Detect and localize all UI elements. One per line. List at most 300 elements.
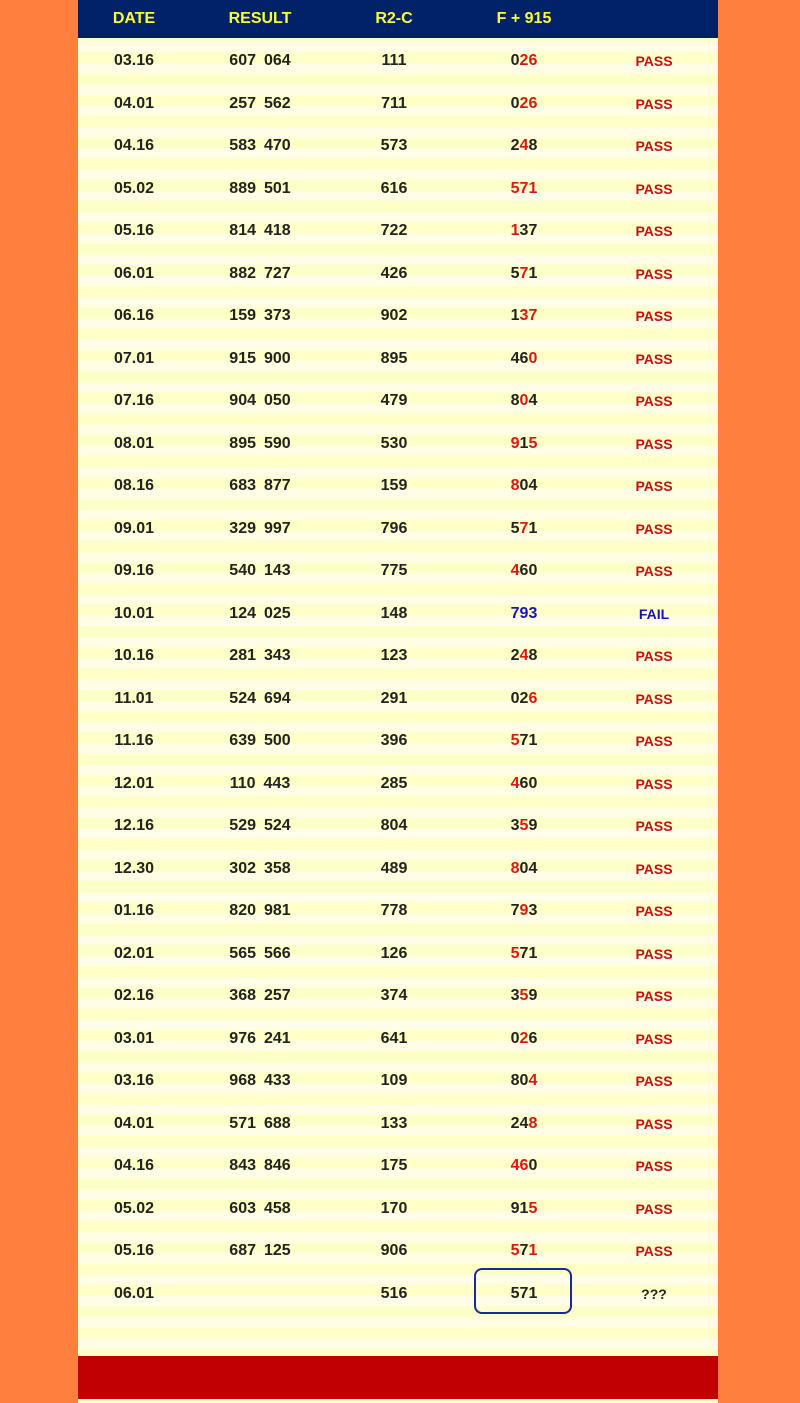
row-formula-value [458,83,590,125]
formula-digit: 7 [519,519,529,537]
row-formula-value [458,805,590,847]
formula-digit: 9 [519,902,529,919]
formula-digit: 0 [510,52,520,69]
row-formula-value [458,933,590,975]
row-status: PASS [635,860,673,877]
row-result [190,720,330,762]
result-first: 571 [229,1114,256,1132]
result-second: 566 [264,944,291,962]
row-status: PASS [635,138,673,154]
row-formula-value [458,975,590,1017]
table-row [78,805,718,847]
row-r2c: 616 [380,179,408,197]
row-status: PASS [635,435,673,452]
formula-digit: 3 [528,604,538,622]
formula-digit: 2 [510,137,520,154]
formula-digit: 2 [510,647,520,664]
table-row [78,635,718,677]
formula-digit: 6 [528,1029,538,1047]
row-formula-value [458,635,590,677]
formula-digit: 6 [519,562,529,579]
formula-digit: 4 [528,1072,538,1089]
table-row [78,763,718,805]
row-formula-value [458,763,590,805]
result-first: 281 [229,647,256,664]
result-second: 025 [264,604,291,622]
row-result [190,848,330,890]
row-date: 01.16 [113,902,155,919]
row-result [190,168,330,210]
formula-digit: 3 [510,817,520,834]
formula-digit: 7 [510,604,520,622]
row-result [190,890,330,932]
result-second: 727 [264,264,291,282]
row-date: 12.01 [113,774,155,792]
row-status: PASS [635,393,673,409]
row-r2c: 111 [381,52,407,69]
table-row [78,1188,718,1230]
table-row [78,40,718,82]
row-formula-value [458,253,590,295]
formula-digit: 4 [510,774,520,792]
table-header [78,0,718,38]
formula-digit: 4 [510,1157,520,1174]
formula-digit: 7 [510,902,520,919]
row-formula-value [458,890,590,932]
table-row [78,890,718,932]
header-formula: F + 915 [496,10,552,27]
table-row [78,338,718,380]
row-r2c: 126 [380,944,408,962]
result-first: 904 [229,392,256,409]
row-r2c: 573 [380,137,408,154]
result-second: 257 [264,987,291,1004]
row-status: PASS [635,180,673,197]
row-date: 07.01 [113,349,155,367]
row-date: 04.16 [113,1157,155,1174]
result-first: 524 [229,689,256,707]
formula-digit: 7 [519,179,529,197]
row-result [190,1273,330,1315]
row-status: PASS [635,520,673,537]
table-row [78,848,718,890]
result-first: 814 [229,222,256,239]
row-result [190,1230,330,1272]
row-formula-value [458,210,590,252]
row-r2c: 895 [380,349,408,367]
result-second: 688 [264,1114,291,1132]
row-result [190,253,330,295]
row-r2c: 722 [380,222,408,239]
row-status: PASS [635,1200,673,1217]
row-date: 06.01 [113,1284,155,1302]
result-second: 343 [264,647,291,664]
row-date: 03.16 [113,1072,155,1089]
row-status: PASS [635,95,673,112]
table-row [78,1273,718,1315]
formula-digit: 4 [519,647,529,664]
row-formula-value [458,125,590,167]
table-row [78,380,718,422]
formula-digit: 0 [519,477,529,494]
table-row [78,975,718,1017]
formula-digit: 8 [510,1072,520,1089]
row-r2c: 159 [380,477,408,494]
formula-digit: 5 [510,732,520,749]
row-date: 05.16 [113,1242,155,1259]
formula-digit: 4 [519,137,529,154]
row-result [190,338,330,380]
table-row [78,1060,718,1102]
row-result [190,83,330,125]
formula-digit: 9 [510,1199,520,1217]
formula-digit: 0 [510,689,520,707]
row-date: 09.16 [113,562,155,579]
row-result [190,763,330,805]
row-formula-value [458,1188,590,1230]
row-result [190,125,330,167]
formula-digit: 5 [510,944,520,962]
header-date: DATE [112,10,156,27]
formula-digit: 5 [510,1284,520,1302]
result-first: 882 [229,264,256,282]
formula-digit: 5 [519,817,529,834]
table-row [78,720,718,762]
result-second: 470 [264,137,291,154]
row-date: 12.30 [113,859,155,877]
row-result [190,423,330,465]
result-first: 607 [229,52,256,69]
row-status: PASS [635,265,673,282]
row-formula-value [458,1060,590,1102]
row-status: ??? [641,1285,667,1302]
result-second: 590 [264,434,291,452]
formula-digit: 0 [510,94,520,112]
formula-digit: 1 [528,264,538,282]
row-formula-value [458,1018,590,1060]
result-first: 529 [229,817,256,834]
row-status: PASS [635,350,673,367]
row-date: 10.16 [113,647,155,664]
row-status: PASS [635,903,673,919]
formula-digit: 8 [510,392,520,409]
header-result: RESULT [228,10,292,27]
table-row [78,1103,718,1145]
row-formula-value [458,1103,590,1145]
formula-digit: 7 [519,944,529,962]
formula-digit: 0 [519,1072,529,1089]
formula-digit: 6 [519,349,529,367]
row-status: FAIL [638,605,670,622]
row-date: 05.02 [113,179,155,197]
result-second: 877 [264,477,291,494]
formula-digit: 3 [528,902,538,919]
formula-digit: 5 [528,434,538,452]
row-status: PASS [635,223,673,239]
formula-digit: 0 [510,1029,520,1047]
row-r2c: 530 [380,434,408,452]
result-first: 583 [229,137,256,154]
row-result [190,550,330,592]
row-date: 02.01 [113,944,155,962]
result-first: 124 [229,604,256,622]
header-r2c: R2-C [375,10,413,27]
formula-digit: 1 [528,732,538,749]
table-row [78,465,718,507]
row-formula-value [458,465,590,507]
formula-digit: 1 [510,307,520,324]
formula-digit: 6 [528,689,538,707]
result-second: 562 [264,94,291,112]
result-first: 687 [229,1242,256,1259]
result-second: 125 [264,1242,291,1259]
row-formula-value [458,550,590,592]
formula-digit: 6 [528,94,538,112]
row-date: 04.01 [113,94,155,112]
row-r2c: 123 [380,647,408,664]
formula-digit: 3 [510,987,520,1004]
row-r2c: 396 [380,732,408,749]
result-first: 895 [229,434,256,452]
row-result [190,805,330,847]
table-row [78,295,718,337]
row-status: PASS [635,53,673,69]
formula-digit: 9 [519,604,529,622]
formula-digit: 5 [510,519,520,537]
row-date: 04.01 [113,1114,155,1132]
row-status: PASS [635,308,673,324]
result-first: 302 [229,859,256,877]
result-second: 443 [263,774,291,792]
formula-digit: 7 [528,307,538,324]
result-first: 159 [229,307,256,324]
row-result [190,1188,330,1230]
result-first: 820 [229,902,256,919]
formula-digit: 6 [528,52,538,69]
row-status: PASS [635,1073,673,1089]
row-r2c: 426 [380,264,408,282]
result-first: 968 [229,1072,256,1089]
formula-digit: 8 [510,859,520,877]
row-status: PASS [635,563,673,579]
result-first: 639 [229,732,256,749]
row-formula-value [458,720,590,762]
row-r2c: 148 [380,604,408,622]
formula-digit: 7 [519,1242,529,1259]
row-r2c: 902 [380,307,408,324]
result-second: 981 [264,902,291,919]
result-second: 524 [264,817,291,834]
formula-digit: 0 [528,349,538,367]
row-date: 07.16 [113,392,155,409]
formula-digit: 7 [519,732,529,749]
table-row [78,508,718,550]
row-status: PASS [635,648,673,664]
formula-digit: 1 [510,222,520,239]
row-date: 11.16 [114,732,154,749]
result-second: 900 [264,349,291,367]
result-first: 915 [229,349,256,367]
row-date: 10.01 [113,604,155,622]
table-row [78,1145,718,1187]
result-first: 843 [229,1157,256,1174]
row-date: 03.01 [113,1029,155,1047]
formula-digit: 1 [528,179,538,197]
row-result [190,678,330,720]
formula-digit: 0 [519,859,529,877]
row-result [190,933,330,975]
result-first: 683 [229,477,256,494]
result-first: 368 [229,987,256,1004]
formula-digit: 4 [528,477,538,494]
row-formula-value [458,168,590,210]
formula-digit: 8 [510,477,520,494]
row-status: PASS [635,478,673,494]
row-date: 06.01 [113,264,155,282]
result-second: 694 [264,689,291,707]
table-row [78,83,718,125]
formula-digit: 9 [510,434,520,452]
result-first: 565 [229,944,256,962]
row-r2c: 109 [380,1072,408,1089]
row-formula-value [458,295,590,337]
result-second: 373 [264,307,291,324]
formula-digit: 9 [528,817,538,834]
table-row [78,933,718,975]
row-formula-value [458,1230,590,1272]
result-second: 433 [264,1072,291,1089]
result-second: 418 [264,222,291,239]
row-formula-value [458,1273,590,1315]
row-r2c: 489 [380,859,408,877]
table-row [78,168,718,210]
formula-digit: 8 [528,647,538,664]
row-result [190,1060,330,1102]
row-status: PASS [635,818,673,834]
row-status: PASS [635,733,673,749]
row-result [190,975,330,1017]
result-second: 997 [264,519,291,537]
formula-digit: 5 [519,987,529,1004]
row-r2c: 775 [380,562,408,579]
row-r2c: 285 [380,774,408,792]
row-result [190,635,330,677]
result-second: 846 [264,1157,291,1174]
formula-digit: 7 [528,222,538,239]
result-second: 458 [264,1199,291,1217]
table-row [78,1018,718,1060]
row-r2c: 516 [380,1284,408,1302]
formula-digit: 1 [519,434,529,452]
footer-bar [78,1356,718,1399]
row-date: 12.16 [113,817,155,834]
row-date: 03.16 [113,52,155,69]
formula-digit: 3 [519,307,529,324]
row-formula-value [458,508,590,550]
row-status: PASS [635,690,673,707]
result-second: 064 [264,52,291,69]
formula-digit: 2 [510,1114,520,1132]
formula-digit: 6 [519,774,529,792]
row-r2c: 133 [380,1114,408,1132]
row-result [190,1145,330,1187]
row-formula-value [458,338,590,380]
row-status: PASS [635,1030,673,1047]
formula-digit: 2 [519,1029,529,1047]
row-r2c: 291 [380,689,408,707]
row-formula-value [458,380,590,422]
row-date: 09.01 [113,519,155,537]
formula-digit: 0 [519,392,529,409]
formula-digit: 6 [519,1157,529,1174]
row-r2c: 711 [381,94,407,112]
row-date: 06.16 [113,307,155,324]
row-status: PASS [635,1115,673,1132]
row-result [190,380,330,422]
result-first: 603 [229,1199,256,1217]
row-result [190,210,330,252]
result-first: 889 [229,179,256,197]
formula-digit: 8 [528,137,538,154]
formula-digit: 4 [510,349,520,367]
result-second: 500 [264,732,291,749]
formula-digit: 2 [519,689,529,707]
row-formula-value [458,40,590,82]
row-date: 04.16 [113,137,155,154]
formula-digit: 3 [519,222,529,239]
formula-digit: 5 [510,1242,520,1259]
result-second: 241 [264,1029,291,1047]
row-formula-value [458,593,590,635]
row-date: 11.01 [114,689,154,707]
formula-digit: 4 [528,392,538,409]
row-date: 05.16 [113,222,155,239]
formula-digit: 5 [510,264,520,282]
row-date: 02.16 [113,987,155,1004]
row-result [190,593,330,635]
row-r2c: 906 [380,1242,408,1259]
result-second: 501 [264,179,291,197]
formula-digit: 1 [528,519,538,537]
table-row [78,550,718,592]
row-r2c: 175 [380,1157,408,1174]
row-result [190,40,330,82]
table-row [78,423,718,465]
formula-digit: 4 [510,562,520,579]
row-date: 05.02 [113,1199,155,1217]
formula-digit: 2 [519,52,529,69]
table-row [78,253,718,295]
row-status: PASS [635,1243,673,1259]
formula-digit: 7 [519,264,529,282]
row-formula-value [458,423,590,465]
row-result [190,1018,330,1060]
result-second: 050 [264,392,291,409]
row-result [190,465,330,507]
formula-digit: 1 [528,1284,538,1302]
row-status: PASS [635,775,673,792]
row-r2c: 796 [380,519,408,537]
formula-digit: 5 [510,179,520,197]
row-r2c: 479 [380,392,408,409]
formula-digit: 0 [528,774,538,792]
formula-digit: 1 [519,1199,529,1217]
row-r2c: 641 [380,1029,408,1047]
result-second: 143 [264,562,291,579]
row-status: PASS [635,988,673,1004]
header-status [590,0,718,38]
formula-digit: 0 [528,562,538,579]
